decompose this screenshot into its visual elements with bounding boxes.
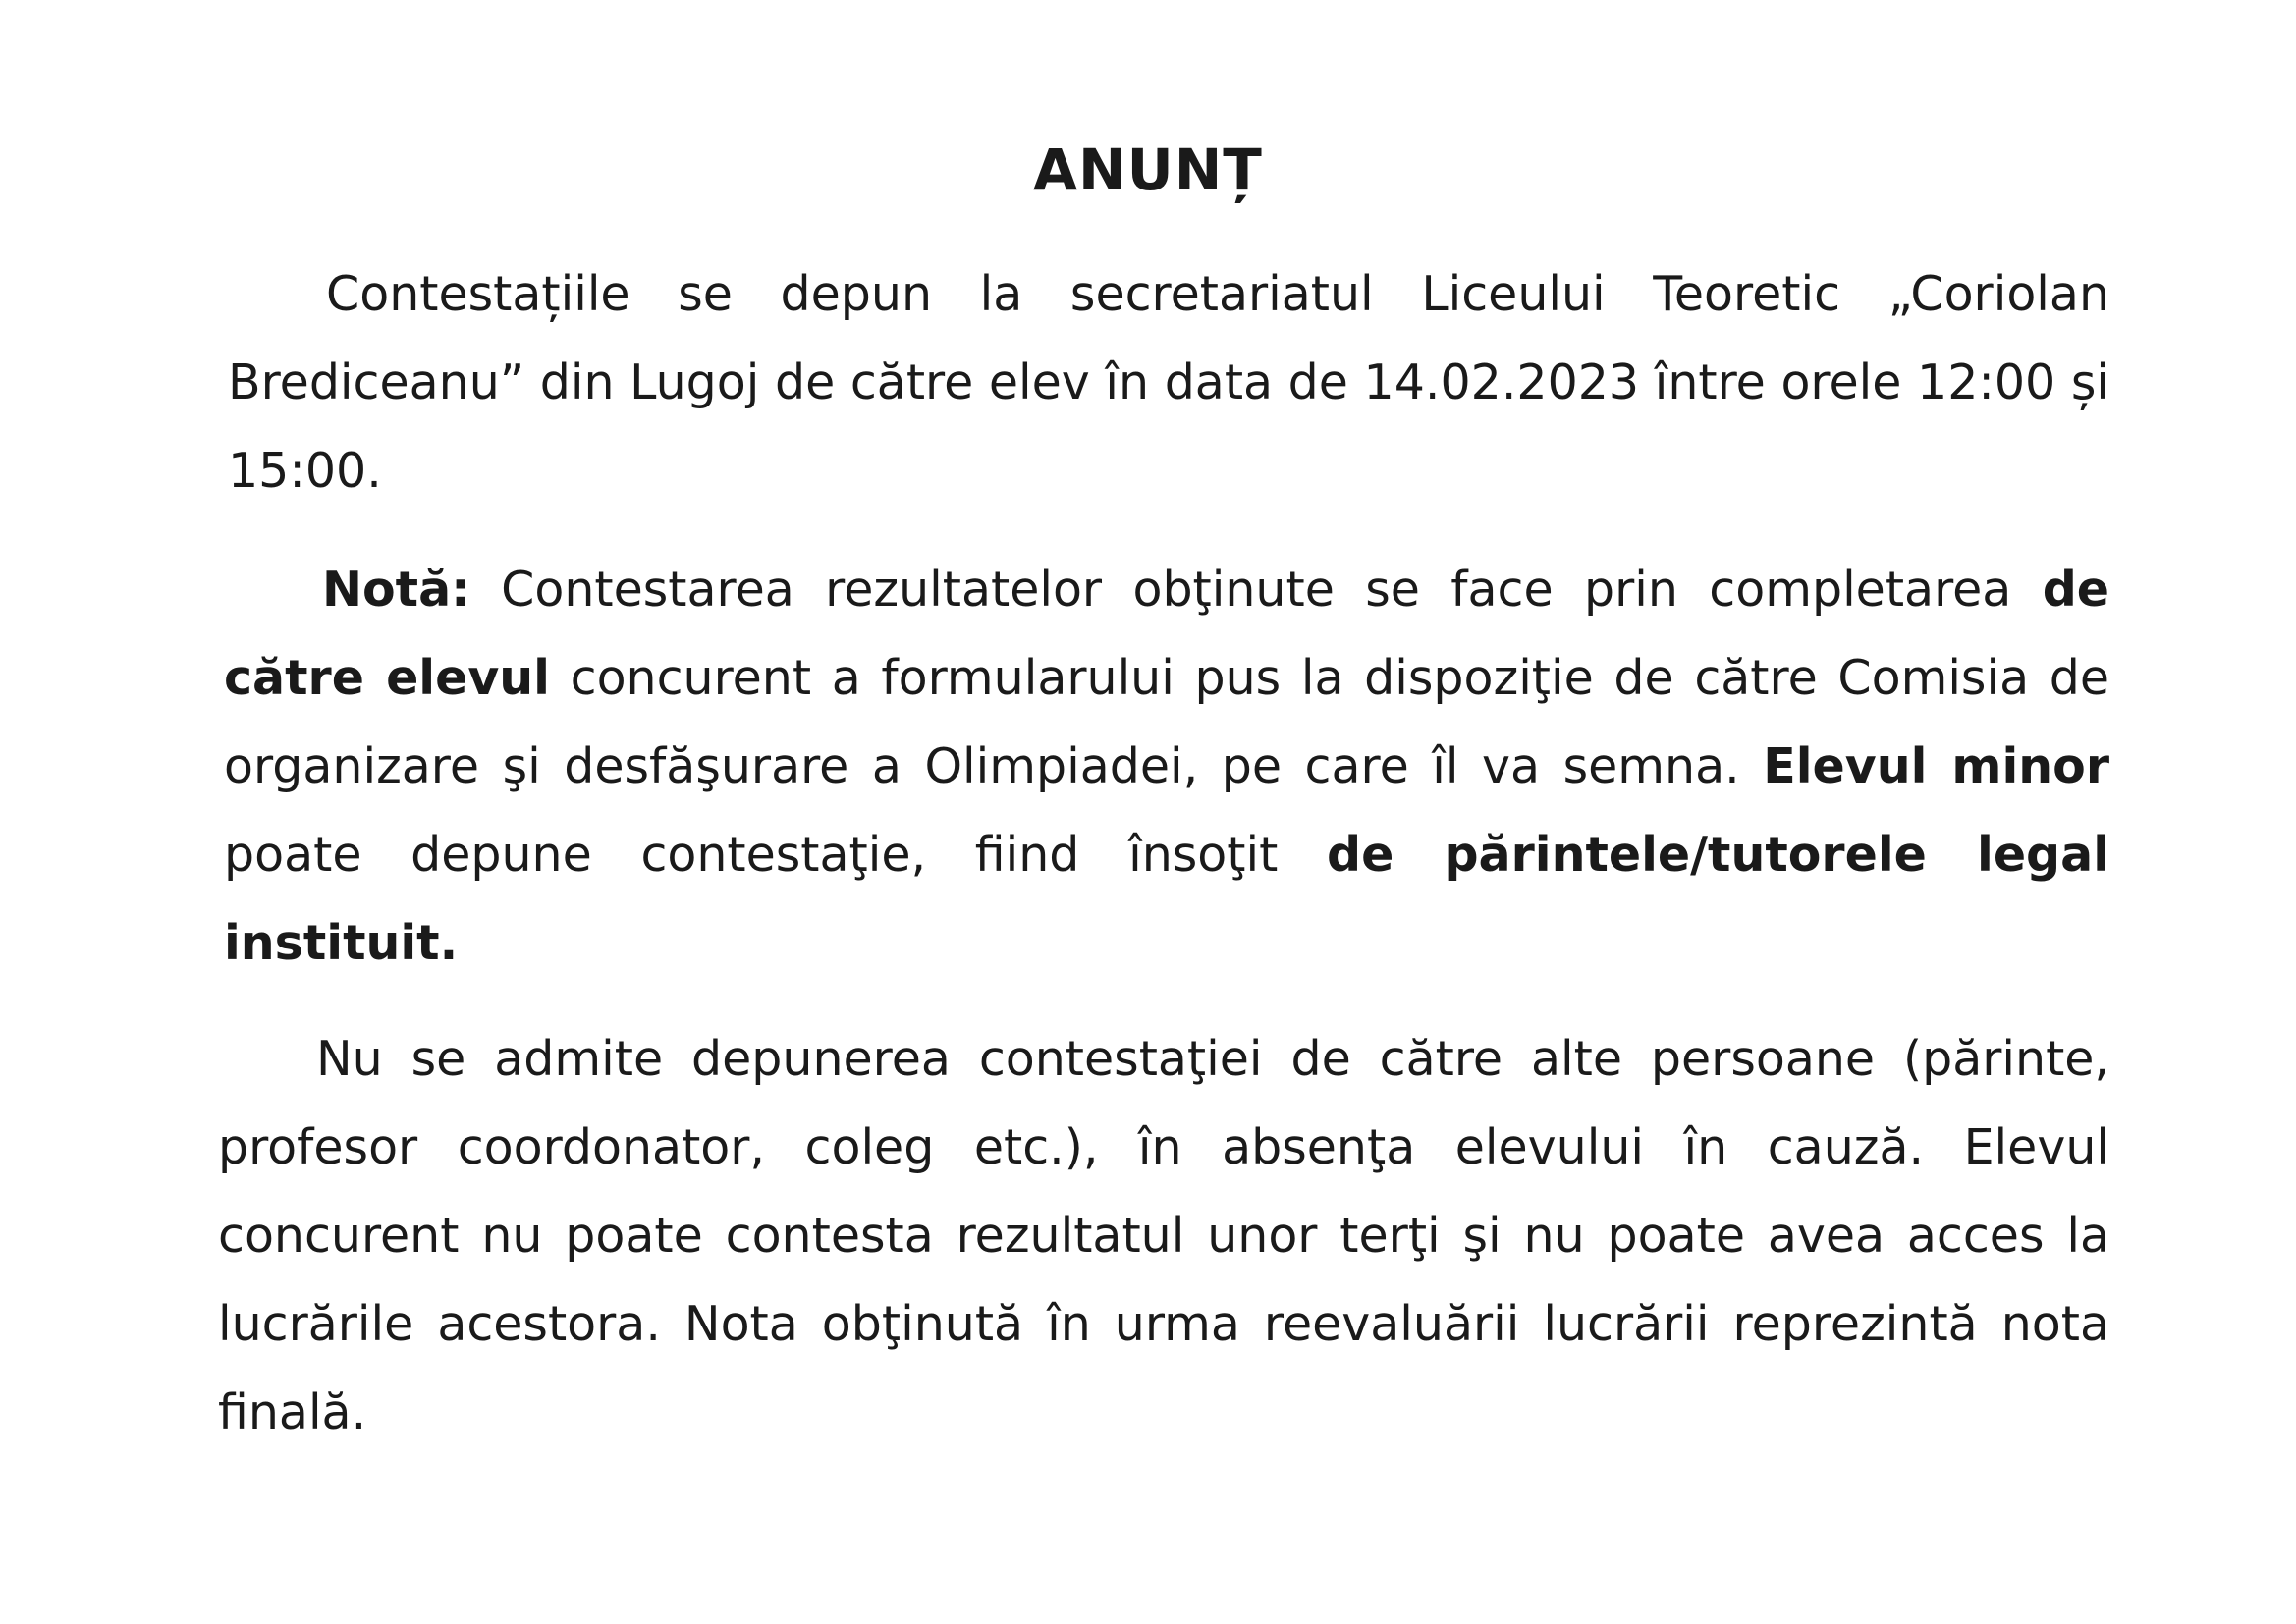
note-text-1: Contestarea rezultatelor obţinute se face prin completarea (469, 562, 2043, 618)
paragraph-submission-info: Contestațiile se depun la secretariatul Liceului Teoretic „Coriolan Brediceanu” din Lugoj de către elev în data de 14.02.2023 între orele 12:00 și 15:00. (228, 266, 2109, 499)
page-title: ANUNȚ (1033, 136, 1263, 203)
note-label: Notă: (322, 562, 470, 618)
note-text-2: concurent a formularului pus la dispoziţie de către Comisia de organizare şi desfăşurare a Olimpiadei, pe care îl va semna. (224, 650, 2110, 794)
note-bold-1: de către elevul (224, 562, 2109, 706)
paragraph-restrictions: Nu se admite depunerea contestaţiei de către alte persoane (părinte, profesor coordonator, coleg etc.), în absenţa elevului în cauză. Elevul concurent nu poate contesta rezultatul unor terţi şi nu poate avea acces la lucrările acestora. Nota obţinută în urma reevaluării lucrării reprezintă nota finală. (218, 1031, 2109, 1440)
note-bold-3: de părintele/tutorele legal instituit. (224, 827, 2109, 971)
note-text-3: poate depune contestaţie, fiind însoţit (224, 827, 1327, 883)
note-bold-2: Elevul minor (1763, 738, 2109, 794)
paragraph-note (224, 546, 2109, 988)
